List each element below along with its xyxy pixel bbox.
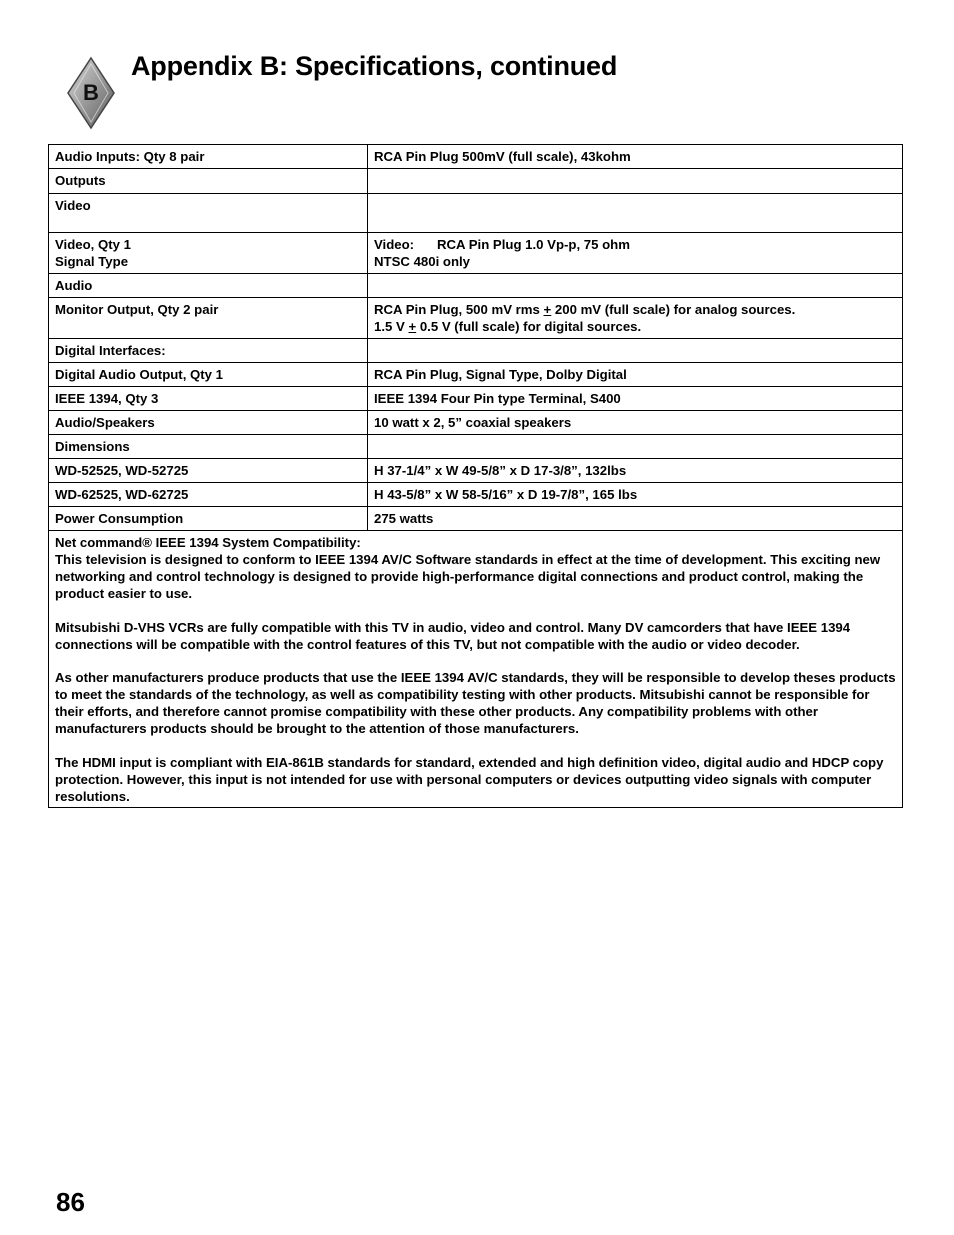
row-value xyxy=(368,339,903,363)
table-row xyxy=(49,363,903,387)
plus-minus-sign: + xyxy=(408,319,417,334)
row-label: Video xyxy=(49,194,368,233)
row-label: Audio xyxy=(49,274,368,298)
table-row xyxy=(49,298,903,339)
table-row xyxy=(49,459,903,483)
row-label: Monitor Output, Qty 2 pair xyxy=(49,298,368,339)
row-label: Digital Audio Output, Qty 1 xyxy=(49,363,368,387)
table-row xyxy=(49,483,903,507)
row-value: H 43-5/8” x W 58-5/16” x D 19-7/8”, 165 lbs xyxy=(368,483,903,507)
row-value xyxy=(368,169,903,194)
table-row xyxy=(49,411,903,435)
row-value: 10 watt x 2, 5” coaxial speakers xyxy=(368,411,903,435)
note-heading: Net command® IEEE 1394 System Compatibility: xyxy=(55,535,361,550)
value-prefix: Video: xyxy=(374,237,415,252)
row-value-line: 1.5 V + 0.5 V (full scale) for digital sources. xyxy=(374,319,642,334)
compatibility-note xyxy=(49,531,903,808)
table-row xyxy=(49,274,903,298)
note-paragraph: The HDMI input is compliant with EIA-861B standards for standard, extended and high definition video, digital audio and HDCP copy protection. However, this input is not intended for use with personal computers or devices outputting video signals with computer resolutions. xyxy=(55,754,884,804)
plus-minus-sign: + xyxy=(543,302,552,317)
row-value xyxy=(368,233,903,274)
note-paragraph: This television is designed to conform to IEEE 1394 AV/C Software standards in effect at the time of development. This exciting new networking and control technology is designed to provide high-performance digital connections and product control, making the product easier to use. xyxy=(55,552,881,601)
value-text: RCA Pin Plug 1.0 Vp-p, 75 ohm xyxy=(437,237,630,252)
row-label: Audio/Speakers xyxy=(49,411,368,435)
row-label-line: Video, Qty 1 xyxy=(55,237,131,252)
row-value: RCA Pin Plug 500mV (full scale), 43kohm xyxy=(368,145,903,169)
row-value: IEEE 1394 Four Pin type Terminal, S400 xyxy=(368,387,903,411)
table-row xyxy=(49,435,903,459)
row-value-line xyxy=(374,236,896,253)
row-value: H 37-1/4” x W 49-5/8” x D 17-3/8”, 132lbs xyxy=(368,459,903,483)
table-row xyxy=(49,169,903,194)
row-label: IEEE 1394, Qty 3 xyxy=(49,387,368,411)
row-value-line: NTSC 480i only xyxy=(374,254,471,269)
specifications-table xyxy=(48,144,903,808)
row-value xyxy=(368,298,903,339)
diamond-b-icon xyxy=(66,56,116,130)
row-label xyxy=(49,233,368,274)
badge-letter: B xyxy=(83,80,99,105)
note-paragraph: As other manufacturers produce products that use the IEEE 1394 AV/C standards, they will be responsible to develop theses products to meet the standards of the technology, as well as compatibility testing with other products. Mitsubishi cannot be responsible for their efforts, and therefore cannot promise compatibility with these other products. Any compatibility problems with other manufacturers products should be brought to the attention of those manufacturers. xyxy=(55,670,896,736)
table-row xyxy=(49,145,903,169)
row-label-line: Signal Type xyxy=(55,254,129,269)
row-value: 275 watts xyxy=(368,507,903,531)
table-row xyxy=(49,233,903,274)
page-number: 86 xyxy=(56,1187,85,1217)
note-paragraph: Mitsubishi D-VHS VCRs are fully compatible with this TV in audio, video and control. Many DV camcorders that have IEEE 1394 connections will be compatible with the control features of this TV, but not compatible with the audio or video decoder. xyxy=(55,619,851,652)
page-title: Appendix B: Specifications, continued xyxy=(131,51,618,81)
row-value-line: RCA Pin Plug, 500 mV rms + 200 mV (full scale) for analog sources. xyxy=(374,302,796,317)
table-row xyxy=(49,387,903,411)
section-heading-outputs: Outputs xyxy=(49,169,368,194)
table-row xyxy=(49,339,903,363)
row-label: Power Consumption xyxy=(49,507,368,531)
row-value xyxy=(368,274,903,298)
row-value: RCA Pin Plug, Signal Type, Dolby Digital xyxy=(368,363,903,387)
row-value xyxy=(368,194,903,233)
table-row xyxy=(49,507,903,531)
compatibility-note-row xyxy=(49,531,903,808)
row-label: Dimensions xyxy=(49,435,368,459)
row-label: WD-62525, WD-62725 xyxy=(49,483,368,507)
row-label: WD-52525, WD-52725 xyxy=(49,459,368,483)
row-label: Audio Inputs: Qty 8 pair xyxy=(49,145,368,169)
row-label: Digital Interfaces: xyxy=(49,339,368,363)
table-row xyxy=(49,194,903,233)
row-value xyxy=(368,435,903,459)
